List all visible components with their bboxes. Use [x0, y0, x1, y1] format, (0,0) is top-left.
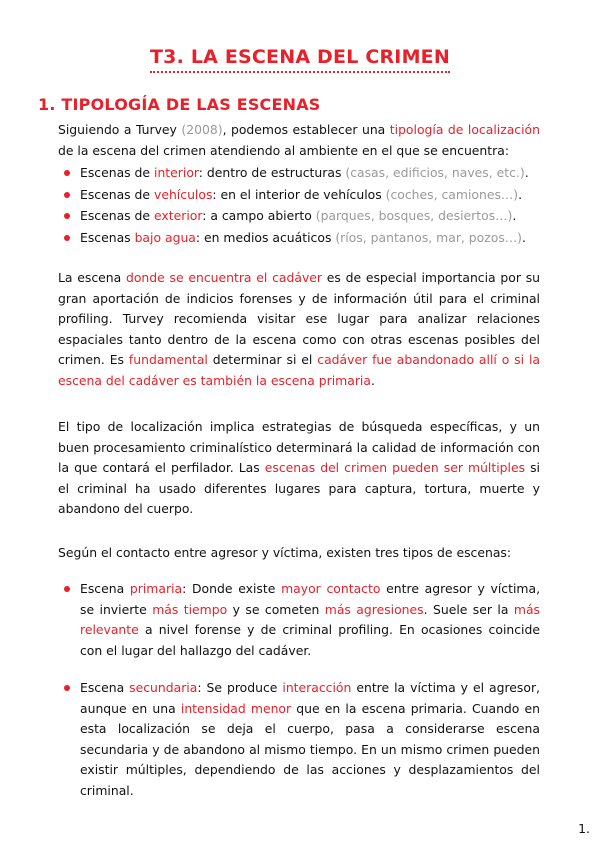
paragraph-text: La escena	[58, 270, 126, 285]
paragraph-text: si el criminal ha usado diferentes lugares para captura, tortura, muerte y abandono del cuerpo.	[58, 460, 540, 516]
item-text: Escenas de	[80, 186, 154, 202]
item-text: : dentro de estructuras	[198, 165, 346, 180]
highlight-text: bajo agua	[134, 229, 196, 245]
item-text: : en el interior de vehículos	[212, 186, 386, 202]
item-text: .	[512, 208, 517, 223]
item-text: a nivel forense y de criminal profiling. En ocasiones coincide con el lugar del hallazgo del cadáver.	[80, 622, 540, 658]
highlight-text: más relevante	[80, 601, 540, 637]
highlight-text: más agresiones	[324, 601, 424, 617]
paragraph-text: El tipo de localización implica estrategias de búsqueda específicas, y un buen procesamiento criminalístico determinará la calidad de información con la que contará el perfilador. Las	[58, 419, 540, 475]
list-item-secondary-scene	[58, 678, 540, 801]
highlight-text: mayor contacto	[281, 581, 381, 596]
highlight-text: tipología de localización	[389, 122, 540, 137]
intro-text: de la escena del crimen atendiendo al ambiente en el que se encuentra:	[58, 142, 509, 158]
item-text: .	[524, 165, 529, 180]
highlight-text: primaria	[129, 581, 183, 596]
highlight-text: interacción	[282, 680, 352, 695]
highlight-text: cadáver fue abandonado allí o si la escena del cadáver es también la escena primaria	[58, 352, 540, 388]
paragraph-localization	[58, 417, 540, 520]
intro-text: , podemos establecer una	[222, 122, 390, 137]
paragraph-scene-types-intro: Según el contacto entre agresor y víctima, existen tres tipos de escenas:	[58, 545, 512, 560]
intro-text: Siguiendo a Turvey	[58, 122, 182, 137]
highlight-text: escenas del crimen pueden ser múltiples	[264, 460, 526, 475]
citation-year: (2008)	[181, 122, 223, 137]
item-text: entre agresor y víctima, se invierte	[80, 581, 541, 617]
item-text: : a campo abierto	[202, 208, 316, 223]
item-text: Escenas de	[80, 208, 154, 223]
examples-text: (parques, bosques, desiertos…)	[315, 208, 513, 223]
examples-text: (casas, edificios, naves, etc.)	[345, 165, 525, 180]
item-text: : en medios acuáticos	[195, 229, 336, 245]
highlight-text: secundaria	[129, 680, 198, 695]
item-text: .	[522, 229, 526, 245]
highlight-text: exterior	[154, 208, 203, 223]
item-text: : Donde existe	[182, 581, 282, 596]
scene-types-list-secondary	[58, 678, 540, 801]
intro-paragraph	[58, 120, 540, 161]
list-item	[58, 227, 548, 249]
paragraph-text: determinar si el	[207, 352, 318, 367]
item-text: . Suele ser la	[423, 601, 514, 617]
item-text: y se cometen	[227, 601, 325, 617]
list-item	[58, 162, 548, 184]
highlight-text: donde se encuentra el cadáver	[125, 270, 322, 285]
section-heading: 1. TIPOLOGÍA DE LAS ESCENAS	[38, 95, 321, 114]
paragraph-text: es de especial importancia por su gran aportación de indicios forenses y de información útil para el criminal profiling. Turvey recomienda visitar ese lugar para analizar relaciones espaciales tanto dentro de la escena como con otras escenas posibles del crimen. Es	[58, 270, 540, 367]
highlight-text: vehículos	[154, 186, 213, 202]
list-item	[58, 205, 548, 227]
scene-location-list	[58, 162, 548, 248]
paragraph-crime-scene	[58, 268, 540, 391]
document-title	[0, 46, 600, 73]
item-text: entre la víctima y el agresor, aunque en una	[80, 680, 540, 716]
scene-types-list	[58, 579, 540, 661]
item-text: Escenas	[80, 229, 135, 245]
highlight-text: fundamental	[128, 352, 208, 367]
list-item-primary-scene	[58, 579, 540, 661]
item-text: .	[518, 186, 523, 202]
item-text: que en la escena primaria. Cuando en esta localización se deja el cuerpo, pasa a considerarse escena secundaria y de abandono al mismo tiempo. En un mismo crimen pueden existir múltiples, dependiendo de las acciones y desplazamientos del criminal.	[80, 700, 540, 798]
highlight-text: intensidad menor	[180, 700, 292, 716]
examples-text: (ríos, pantanos, mar, pozos…)	[335, 229, 523, 245]
list-item	[58, 184, 548, 206]
highlight-text: interior	[154, 165, 199, 180]
examples-text: (coches, camiones…)	[385, 186, 519, 202]
item-text: : Se produce	[197, 680, 283, 695]
highlight-text: más tiempo	[152, 601, 228, 617]
paragraph-text: .	[370, 372, 375, 388]
item-text: Escena	[80, 680, 130, 695]
item-text: Escenas de	[80, 165, 154, 180]
page-number: 1.	[578, 821, 590, 836]
document-title-text: T3. LA ESCENA DEL CRIMEN	[150, 46, 450, 73]
item-text: Escena	[80, 581, 130, 596]
